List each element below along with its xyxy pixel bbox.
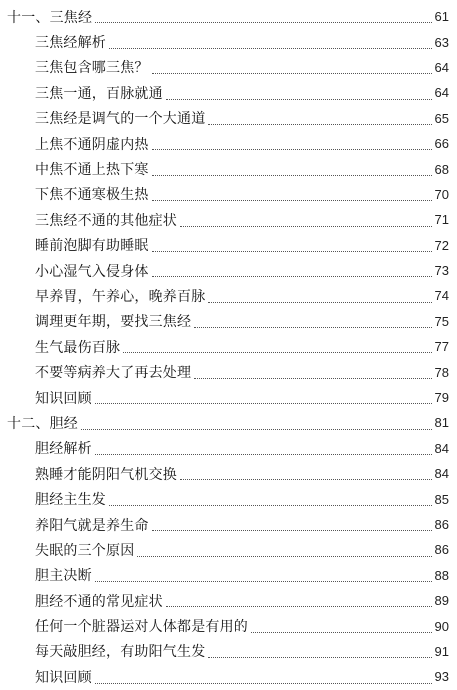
dot-leader — [109, 48, 432, 49]
dot-leader — [95, 403, 432, 404]
toc-section-entry[interactable] — [0, 359, 457, 384]
dot-leader — [166, 606, 432, 607]
toc-entry-title: 不要等病养大了再去处理 — [35, 365, 192, 382]
toc-entry-title: 养阳气就是养生命 — [35, 517, 149, 534]
toc-entry-title: 胆经主生发 — [35, 492, 106, 509]
toc-section-entry[interactable] — [0, 80, 457, 105]
toc-section-entry[interactable] — [0, 106, 457, 131]
toc-entry-title: 每天敲胆经，有助阳气生发 — [35, 644, 206, 661]
toc-entry-title: 胆主决断 — [35, 568, 92, 585]
toc-entry-title: 熟睡才能阴阳气机交换 — [35, 466, 177, 483]
dot-leader — [166, 99, 432, 100]
dot-leader — [194, 327, 431, 328]
toc-section-entry[interactable] — [0, 55, 457, 80]
toc-section-entry[interactable] — [0, 182, 457, 207]
dot-leader — [152, 149, 432, 150]
toc-page-number: 79 — [434, 390, 449, 406]
toc-page-number: 64 — [434, 85, 449, 101]
dot-leader — [180, 226, 432, 227]
dot-leader — [123, 352, 431, 353]
toc-entry-title: 下焦不通寒极生热 — [35, 187, 149, 204]
toc-entry-title: 三焦经不通的其他症状 — [35, 212, 177, 229]
toc-section-entry[interactable] — [0, 588, 457, 613]
toc-entry-title: 失眠的三个原因 — [35, 542, 135, 559]
dot-leader — [251, 632, 432, 633]
toc-section-entry[interactable] — [0, 258, 457, 283]
toc-entry-title: 小心湿气入侵身体 — [35, 263, 149, 280]
toc-entry-title: 三焦一通，百脉就通 — [35, 85, 163, 102]
dot-leader — [180, 479, 432, 480]
toc-section-entry[interactable] — [0, 512, 457, 537]
toc-page-number: 72 — [434, 237, 449, 253]
toc-page-number: 85 — [434, 491, 449, 507]
toc-section-entry[interactable] — [0, 613, 457, 638]
dot-leader — [95, 454, 432, 455]
dot-leader — [208, 657, 431, 658]
dot-leader — [152, 276, 432, 277]
toc-page-number: 84 — [434, 440, 449, 456]
dot-leader — [109, 505, 432, 506]
toc-page-number: 61 — [434, 9, 449, 25]
dot-leader — [95, 581, 432, 582]
dot-leader — [152, 530, 432, 531]
toc-page-number: 71 — [434, 212, 449, 228]
toc-page-number: 78 — [434, 364, 449, 380]
toc-page-number: 86 — [434, 542, 449, 558]
toc-entry-title: 知识回顾 — [35, 390, 92, 407]
toc-section-entry[interactable] — [0, 486, 457, 511]
toc-page-number: 93 — [434, 669, 449, 685]
dot-leader — [208, 124, 431, 125]
dot-leader — [208, 302, 431, 303]
toc-entry-title: 三焦经是调气的一个大通道 — [35, 111, 206, 128]
toc-page-number: 74 — [434, 288, 449, 304]
toc-entry-title: 睡前泡脚有助睡眠 — [35, 238, 149, 255]
toc-page-number: 68 — [434, 161, 449, 177]
toc-page-number: 65 — [434, 110, 449, 126]
toc-page-number: 84 — [434, 466, 449, 482]
toc-page-number: 89 — [434, 593, 449, 609]
toc-page-number: 77 — [434, 339, 449, 355]
toc-entry-title: 三焦包含哪三焦？ — [35, 60, 149, 77]
toc-entry-title: 十二、胆经 — [7, 415, 78, 432]
toc-entry-title: 调理更年期，要找三焦经 — [35, 314, 192, 331]
toc-page-number: 90 — [434, 618, 449, 634]
table-of-contents — [0, 4, 457, 690]
toc-section-entry[interactable] — [0, 385, 457, 410]
toc-page-number: 86 — [434, 517, 449, 532]
dot-leader — [152, 175, 432, 176]
toc-page-number: 91 — [434, 643, 449, 659]
toc-entry-title: 胆经不通的常见症状 — [35, 593, 163, 610]
toc-section-entry[interactable] — [0, 131, 457, 156]
toc-page-number: 70 — [434, 186, 449, 202]
dot-leader — [95, 22, 431, 23]
toc-chapter-entry[interactable] — [0, 410, 457, 435]
toc-entry-title: 胆经解析 — [35, 441, 92, 458]
toc-section-entry[interactable] — [0, 283, 457, 308]
toc-section-entry[interactable] — [0, 29, 457, 54]
toc-page-number: 81 — [434, 415, 449, 431]
dot-leader — [152, 73, 432, 74]
toc-page-number: 75 — [434, 313, 449, 329]
dot-leader — [81, 429, 432, 430]
dot-leader — [95, 683, 432, 684]
toc-entry-title: 生气最伤百脉 — [35, 339, 121, 356]
toc-entry-title: 上焦不通阴虚内热 — [35, 136, 149, 153]
toc-page-number: 66 — [434, 136, 449, 152]
toc-section-entry[interactable] — [0, 537, 457, 562]
toc-entry-title: 任何一个脏器运对人体都是有用的 — [35, 619, 248, 636]
toc-section-entry[interactable] — [0, 309, 457, 334]
dot-leader — [152, 251, 432, 252]
dot-leader — [152, 200, 432, 201]
toc-page-number: 64 — [434, 59, 449, 75]
toc-section-entry[interactable] — [0, 639, 457, 664]
toc-page-number: 63 — [434, 34, 449, 50]
toc-page-number: 73 — [434, 263, 449, 279]
dot-leader — [194, 378, 431, 379]
toc-section-entry[interactable] — [0, 334, 457, 359]
toc-section-entry[interactable] — [0, 233, 457, 258]
dot-leader — [137, 556, 431, 557]
toc-section-entry[interactable] — [0, 436, 457, 461]
toc-entry-title: 知识回顾 — [35, 669, 92, 686]
toc-page-number: 88 — [434, 567, 449, 583]
toc-entry-title: 十一、三焦经 — [7, 9, 93, 26]
toc-entry-title: 早养胃，午养心，晚养百脉 — [35, 288, 206, 305]
toc-section-entry[interactable] — [0, 207, 457, 232]
toc-chapter-entry[interactable] — [0, 4, 457, 29]
toc-entry-title: 中焦不通上热下寒 — [35, 162, 149, 179]
toc-entry-title: 三焦经解析 — [35, 35, 106, 52]
toc-section-entry[interactable] — [0, 156, 457, 181]
toc-section-entry[interactable] — [0, 461, 457, 486]
toc-section-entry[interactable] — [0, 563, 457, 588]
